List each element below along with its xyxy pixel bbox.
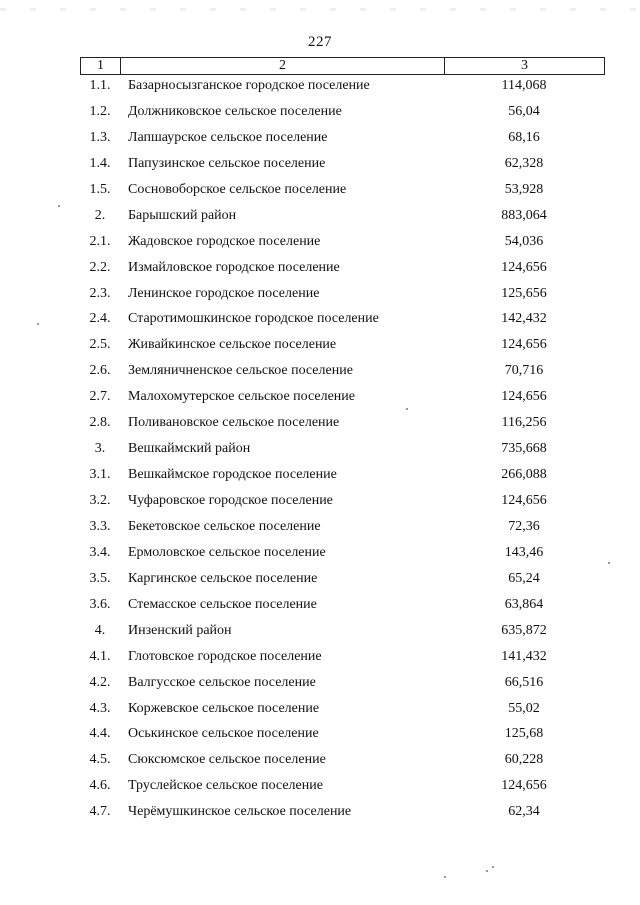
scan-speck bbox=[608, 562, 610, 564]
row-number: 4.7. bbox=[89, 804, 111, 820]
table-row bbox=[0, 724, 640, 750]
row-number: 2.4. bbox=[89, 311, 111, 327]
row-name: Бекетовское сельское поселение bbox=[128, 518, 321, 534]
row-value: 116,256 bbox=[501, 415, 547, 431]
table-row bbox=[0, 569, 640, 595]
table-row bbox=[0, 76, 640, 102]
row-value: 53,928 bbox=[504, 181, 544, 197]
row-name: Коржевское сельское поселение bbox=[128, 700, 320, 716]
row-name: Ермоловское сельское поселение bbox=[128, 544, 326, 560]
row-number: 3.5. bbox=[89, 570, 111, 586]
row-name: Старотимошкинское городское поселение bbox=[128, 311, 379, 327]
row-number: 3.4. bbox=[89, 544, 111, 560]
scan-speck bbox=[492, 866, 494, 868]
row-name: Труслейское сельское поселение bbox=[128, 778, 323, 794]
row-name: Земляничненское сельское поселение bbox=[128, 363, 353, 379]
row-number: 3. bbox=[94, 441, 106, 457]
table-row bbox=[0, 673, 640, 699]
row-value: 56,04 bbox=[508, 103, 540, 119]
row-value: 143,46 bbox=[504, 544, 544, 560]
row-number: 2.1. bbox=[89, 233, 111, 249]
row-value: 70,716 bbox=[504, 363, 544, 379]
row-name: Барышский район bbox=[128, 207, 237, 223]
row-number: 2.5. bbox=[89, 337, 111, 353]
row-name: Валгусское сельское поселение bbox=[128, 674, 316, 690]
row-name: Измайловское городское поселение bbox=[128, 259, 340, 275]
row-name: Стемасское сельское поселение bbox=[128, 596, 317, 612]
row-name: Каргинское сельское поселение bbox=[128, 570, 318, 586]
table-row bbox=[0, 361, 640, 387]
row-number: 2.8. bbox=[89, 415, 111, 431]
table-row bbox=[0, 439, 640, 465]
row-value: 63,864 bbox=[504, 596, 544, 612]
table-row bbox=[0, 699, 640, 725]
row-number: 1.5. bbox=[89, 181, 111, 197]
row-number: 3.1. bbox=[89, 467, 111, 483]
row-number: 4. bbox=[94, 622, 106, 638]
table-row bbox=[0, 413, 640, 439]
table-row bbox=[0, 232, 640, 258]
row-value: 124,656 bbox=[501, 389, 547, 405]
table-row bbox=[0, 543, 640, 569]
row-value: 60,228 bbox=[504, 752, 544, 768]
table-row bbox=[0, 154, 640, 180]
row-name: Черёмушкинское сельское поселение bbox=[128, 804, 352, 820]
row-number: 4.5. bbox=[89, 752, 111, 768]
table-row bbox=[0, 595, 640, 621]
row-number: 4.4. bbox=[89, 726, 111, 742]
row-value: 66,516 bbox=[504, 674, 544, 690]
scan-speck bbox=[37, 323, 39, 325]
row-number: 1.1. bbox=[89, 78, 111, 93]
row-name: Сосновоборское сельское поселение bbox=[128, 181, 347, 197]
table-header-col-2: 2 bbox=[121, 58, 445, 74]
scan-speck bbox=[58, 205, 60, 207]
row-value: 124,656 bbox=[501, 337, 547, 353]
row-name: Глотовское городское поселение bbox=[128, 648, 322, 664]
row-number: 1.3. bbox=[89, 129, 111, 145]
table-header-col-1: 1 bbox=[81, 58, 121, 74]
row-value: 114,068 bbox=[501, 78, 547, 93]
row-number: 2. bbox=[94, 207, 106, 223]
row-name: Базарносызганское городское поселение bbox=[128, 78, 370, 93]
row-value: 125,68 bbox=[504, 726, 544, 742]
row-number: 2.6. bbox=[89, 363, 111, 379]
row-name: Сюксюмское сельское поселение bbox=[128, 752, 326, 768]
row-value: 72,36 bbox=[508, 518, 540, 534]
row-name: Должниковское сельское поселение bbox=[128, 103, 342, 119]
table-row bbox=[0, 491, 640, 517]
table-row bbox=[0, 647, 640, 673]
row-value: 124,656 bbox=[501, 259, 547, 275]
row-name: Лапшаурское сельское поселение bbox=[128, 129, 328, 145]
row-value: 141,432 bbox=[501, 648, 547, 664]
table-row bbox=[0, 517, 640, 543]
table-row bbox=[0, 258, 640, 284]
row-number: 1.4. bbox=[89, 155, 111, 171]
row-number: 1.2. bbox=[89, 103, 111, 119]
row-value: 62,328 bbox=[504, 155, 544, 171]
row-number: 3.3. bbox=[89, 518, 111, 534]
table-row bbox=[0, 776, 640, 802]
row-value: 635,872 bbox=[501, 622, 547, 638]
table-row bbox=[0, 128, 640, 154]
row-number: 3.2. bbox=[89, 493, 111, 508]
row-number: 2.2. bbox=[89, 259, 111, 275]
row-name: Инзенский район bbox=[128, 622, 232, 638]
table-header-col-3: 3 bbox=[521, 58, 528, 73]
scan-speck bbox=[444, 876, 446, 878]
row-name: Поливановское сельское поселение bbox=[128, 415, 340, 431]
scan-artifact-strip bbox=[0, 8, 640, 11]
row-value: 125,656 bbox=[501, 285, 547, 301]
row-name: Малохомутерское сельское поселение bbox=[128, 389, 356, 405]
table-row bbox=[0, 284, 640, 310]
row-value: 65,24 bbox=[508, 570, 540, 586]
row-value: 142,432 bbox=[501, 311, 547, 327]
row-value: 54,036 bbox=[504, 233, 544, 249]
table-row bbox=[0, 102, 640, 128]
row-value: 735,668 bbox=[501, 441, 547, 457]
row-number: 3.6. bbox=[89, 596, 111, 612]
row-value: 62,34 bbox=[508, 804, 540, 820]
row-name: Оськинское сельское поселение bbox=[128, 726, 319, 742]
row-number: 4.3. bbox=[89, 700, 111, 716]
row-name: Ленинское городское поселение bbox=[128, 285, 320, 301]
row-value: 124,656 bbox=[501, 493, 547, 508]
page-number: 227 bbox=[308, 34, 332, 50]
row-value: 124,656 bbox=[501, 778, 547, 794]
row-number: 2.7. bbox=[89, 389, 111, 405]
row-name: Вешкаймский район bbox=[128, 441, 251, 457]
row-name: Папузинское сельское поселение bbox=[128, 155, 326, 171]
scan-speck bbox=[406, 408, 408, 410]
row-name: Вешкаймское городское поселение bbox=[128, 467, 337, 483]
table-header-row bbox=[80, 57, 605, 75]
table-row bbox=[0, 180, 640, 206]
table-row bbox=[0, 465, 640, 491]
scan-speck bbox=[486, 870, 488, 872]
table-row bbox=[0, 309, 640, 335]
row-name: Чуфаровское городское поселение bbox=[128, 493, 333, 508]
row-number: 4.1. bbox=[89, 648, 111, 664]
row-value: 68,16 bbox=[508, 129, 540, 145]
table-row bbox=[0, 206, 640, 232]
row-number: 4.2. bbox=[89, 674, 111, 690]
table-row bbox=[0, 621, 640, 647]
table-body bbox=[0, 76, 640, 828]
row-value: 266,088 bbox=[501, 467, 547, 483]
row-number: 4.6. bbox=[89, 778, 111, 794]
table-row bbox=[0, 802, 640, 828]
table-row bbox=[0, 335, 640, 361]
row-number: 2.3. bbox=[89, 285, 111, 301]
table-row bbox=[0, 387, 640, 413]
row-value: 883,064 bbox=[501, 207, 547, 223]
row-value: 55,02 bbox=[508, 700, 540, 716]
table-row bbox=[0, 750, 640, 776]
row-name: Жадовское городское поселение bbox=[128, 233, 321, 249]
row-name: Живайкинское сельское поселение bbox=[128, 337, 337, 353]
